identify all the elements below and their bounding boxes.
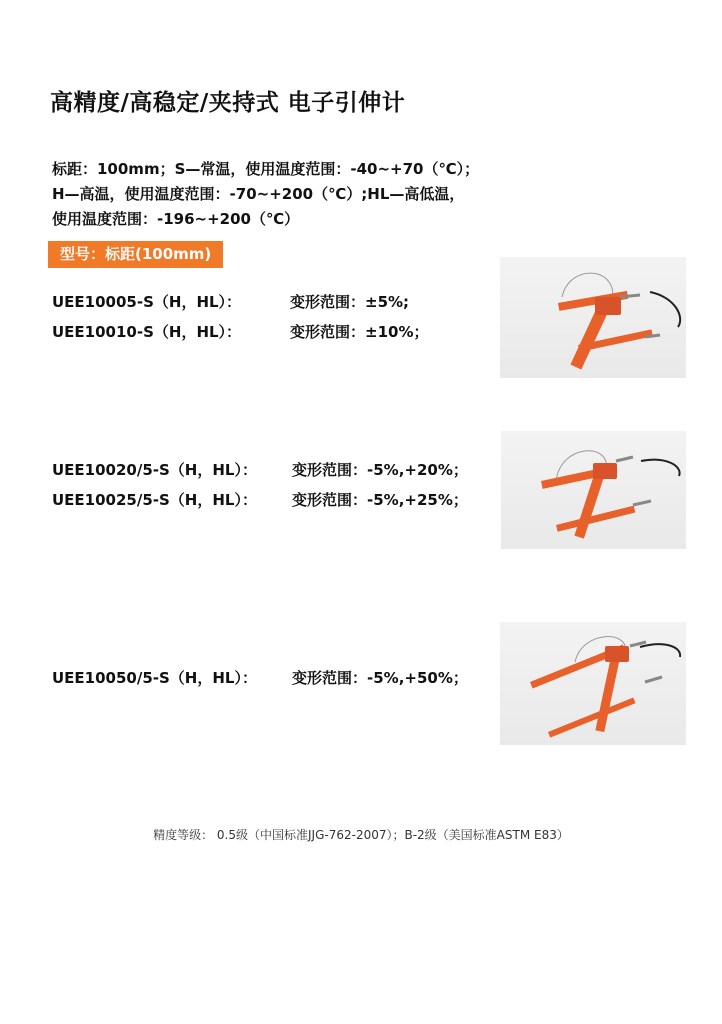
extensometer-photo-short [500,257,686,378]
model-code: UEE10010-S（H，HL）： [52,323,242,341]
page-title: 高精度/高稳定/夹持式 电子引伸计 [50,90,406,116]
model-range: 变形范围：-5%,+20%； [292,461,468,479]
model-badge: 型号：标距(100mm) [48,241,223,268]
extensometer-photo-medium [501,431,686,549]
extensometer-illustration [501,431,686,549]
model-range: 变形范围：±10%； [290,323,429,341]
model-code: UEE10050/5-S（H，HL）： [52,669,257,687]
extensometer-illustration [500,622,686,745]
spec-line: 使用温度范围：-196~+200（℃） [52,210,300,228]
spec-line: 标距：100mm；S—常温，使用温度范围：-40~+70（℃）； [52,160,480,178]
model-code: UEE10020/5-S（H，HL）： [52,461,257,479]
model-range: 变形范围：-5%,+25%； [292,491,468,509]
accuracy-footer: 精度等级： 0.5级（中国标准JJG-762-2007）；B-2级（美国标准ASTM E83） [153,828,569,842]
extensometer-illustration [500,257,686,378]
model-code: UEE10025/5-S（H，HL）： [52,491,257,509]
model-range: 变形范围：±5%; [290,293,410,311]
extensometer-photo-long [500,622,686,745]
spec-block [52,157,479,232]
model-code: UEE10005-S（H，HL）： [52,293,242,311]
model-range: 变形范围：-5%,+50%； [292,669,468,687]
spec-line: H—高温，使用温度范围：-70~+200（℃）;HL—高低温， [52,185,465,203]
